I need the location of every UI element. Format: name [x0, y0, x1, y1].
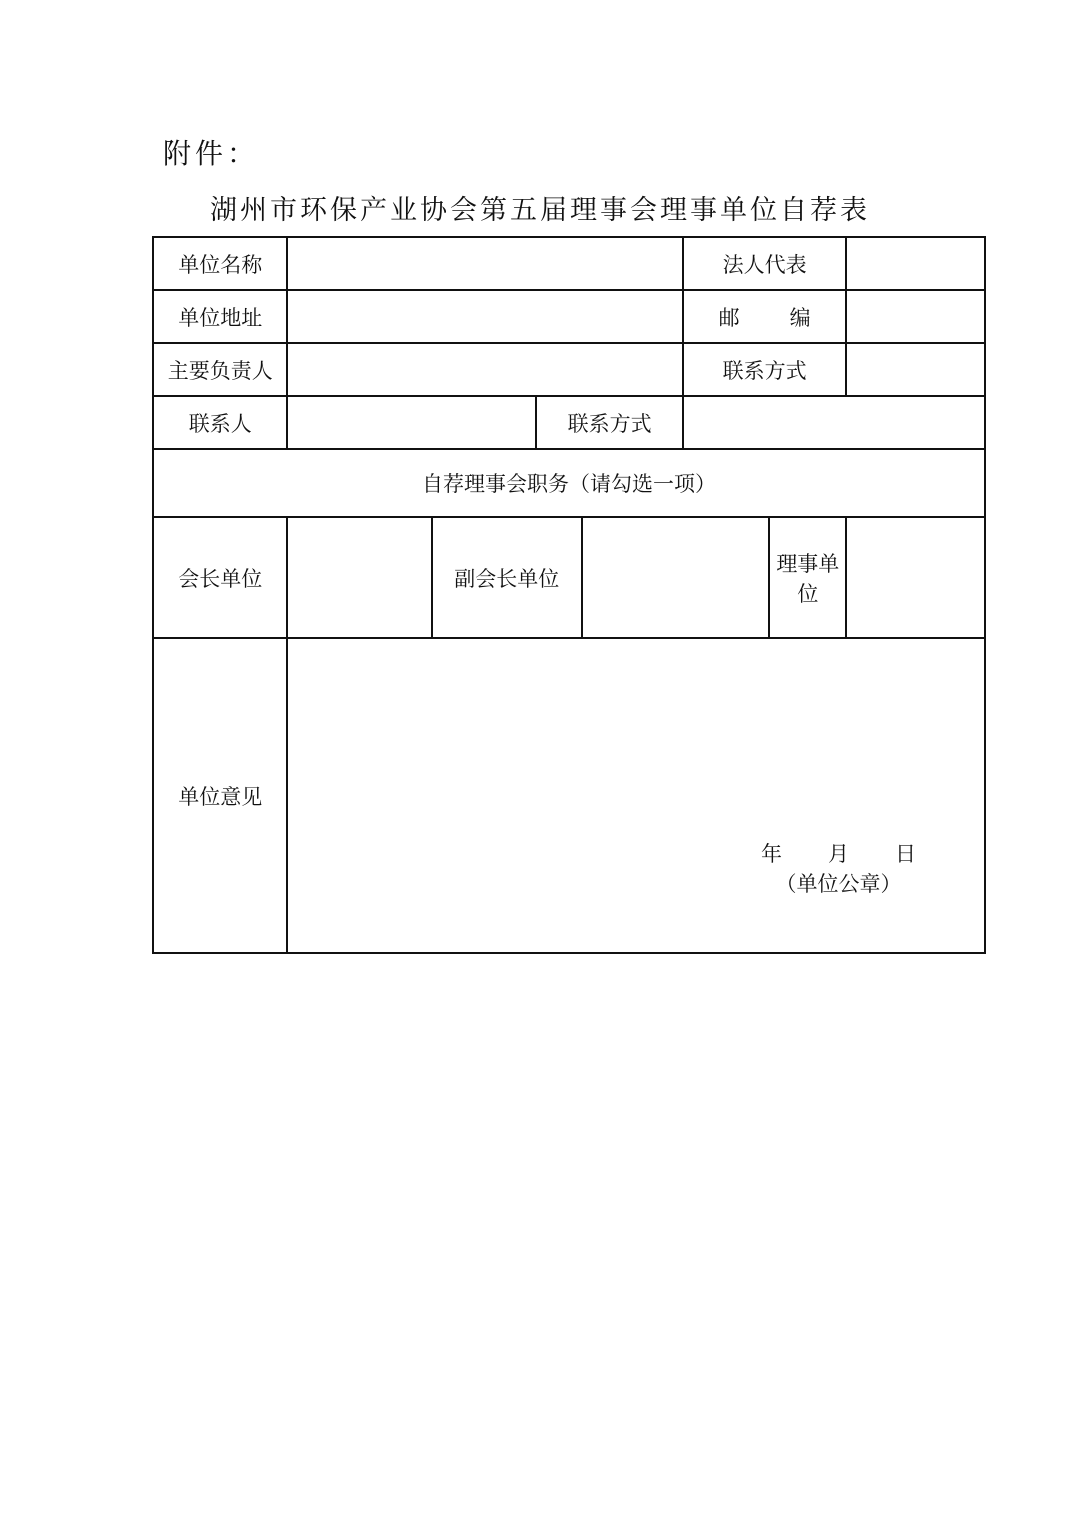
seal-label: （单位公章） — [775, 872, 902, 896]
director-unit-checkbox[interactable] — [846, 517, 985, 638]
contact-person-label: 联系人 — [153, 396, 287, 449]
contact-person-field[interactable] — [287, 396, 536, 449]
unit-opinion-label: 单位意见 — [153, 638, 287, 953]
signature-block — [761, 839, 916, 899]
contact-method-label-2: 联系方式 — [536, 396, 683, 449]
self-recommendation-form — [152, 236, 986, 954]
unit-name-label: 单位名称 — [153, 237, 287, 290]
vice-president-unit-checkbox[interactable] — [582, 517, 770, 638]
postcode-label-part-a: 邮 — [718, 305, 740, 330]
position-header: 自荐理事会职务（请勾选一项） — [153, 449, 985, 517]
main-person-label: 主要负责人 — [153, 343, 287, 396]
legal-rep-label: 法人代表 — [683, 237, 847, 290]
postcode-field[interactable] — [846, 290, 985, 343]
contact-method-field-2[interactable] — [683, 396, 985, 449]
year-label: 年 — [761, 842, 782, 866]
main-person-field[interactable] — [287, 343, 682, 396]
date-line — [761, 839, 916, 869]
contact-method-label-1: 联系方式 — [683, 343, 847, 396]
vice-president-unit-label: 副会长单位 — [432, 517, 582, 638]
unit-opinion-field[interactable] — [287, 638, 985, 953]
director-unit-label: 理事单位 — [769, 517, 846, 638]
form-title: 湖州市环保产业协会第五届理事会理事单位自荐表 — [210, 195, 870, 226]
attachment-label: 附件： — [163, 137, 260, 170]
president-unit-label: 会长单位 — [153, 517, 287, 638]
month-label: 月 — [828, 842, 849, 866]
unit-address-field[interactable] — [287, 290, 682, 343]
president-unit-checkbox[interactable] — [287, 517, 432, 638]
unit-address-label: 单位地址 — [153, 290, 287, 343]
legal-rep-field[interactable] — [846, 237, 985, 290]
day-label: 日 — [895, 842, 916, 866]
postcode-label-part-b: 编 — [789, 305, 811, 330]
unit-name-field[interactable] — [287, 237, 682, 290]
postcode-label — [683, 290, 847, 343]
contact-method-field-1[interactable] — [846, 343, 985, 396]
